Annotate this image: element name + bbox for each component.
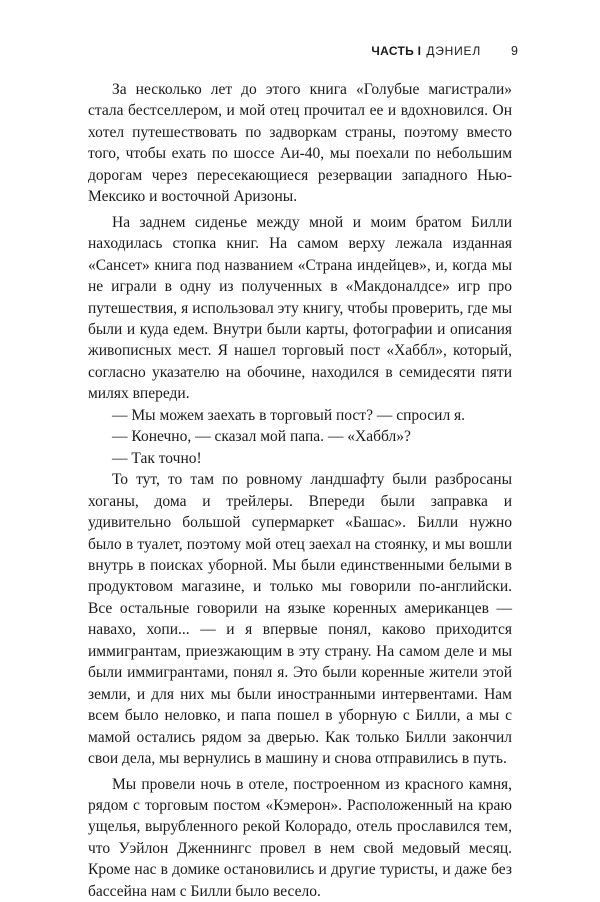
dialogue-line: — Мы можем заехать в торговый пост? — спросил я. [88, 405, 512, 426]
paragraph: За несколько лет до этого книга «Голубые магистрали» стала бестселлером, и мой отец прочитал ее и вдохновился. Он хотел путешествовать по задворкам страны, поэтому вместо того, чтобы ехать по шоссе Аи-40, мы поехали по небольшим дорогам через пересекающиеся резервации западного Нью-Мексико и восточной Аризоны. [88, 79, 512, 208]
paragraph: На заднем сиденье между мной и моим братом Билли находилась стопка книг. На самом верху лежала изданная «Сансет» книга под названием «Страна индейцев», и, когда мы не играли в одну из полученных в «Макдоналдсе» игр про путешествия, я использовал эту книгу, чтобы проверить, где мы были и куда едем. Внутри были карты, фотографии и описания живописных мест. Я нашел торговый пост «Хаббл», который, согласно указателю на обочине, находился в семидесяти пяти милях впереди. [88, 212, 512, 405]
paragraph: Мы провели ночь в отеле, построенном из красного камня, рядом с торговым постом «Кэмерон». Расположенный на краю ущелья, вырубленного рекой Колорадо, отель прославился тем, что Уэйлон Дженнингс провел в нем свой медовый месяц. Кроме нас в домике остановились и другие туристы, и даже без бассейна нам с Билли было весело. [88, 774, 512, 902]
part-label: ЧАСТЬ I [371, 44, 421, 58]
body-text [88, 79, 512, 902]
page-number: 9 [511, 44, 518, 58]
dialogue-line: — Конечно, — сказал мой папа. — «Хаббл»? [88, 426, 512, 447]
chapter-name: ДЭНИЕЛ [426, 44, 481, 58]
dialogue-line: — Так точно! [88, 448, 512, 469]
paragraph: То тут, то там по ровному ландшафту были разбросаны хоганы, дома и трейлеры. Впереди были заправка и удивительно большой супермаркет «Башас». Билли нужно было в туалет, поэтому мой отец заехал на стоянку, и мы вошли внутрь в поисках уборной. Мы были единственными белыми в продуктовом магазине, и только мы говорили по-английски. Все остальные говорили на языке коренных американцев — навахо, хопи... — и я впервые понял, каково приходится иммигрантам, приезжающим в эту страну. На самом деле и мы были иммигрантами, понял я. Это были коренные жители этой земли, и для них мы были иностранными интервентами. Нам всем было неловко, и папа пошел в уборную с Билли, а мы с мамой остались рядом за дверью. Как только Билли закончил свои дела, мы вернулись в машину и снова отправились в путь. [88, 469, 512, 769]
running-head [80, 44, 518, 58]
